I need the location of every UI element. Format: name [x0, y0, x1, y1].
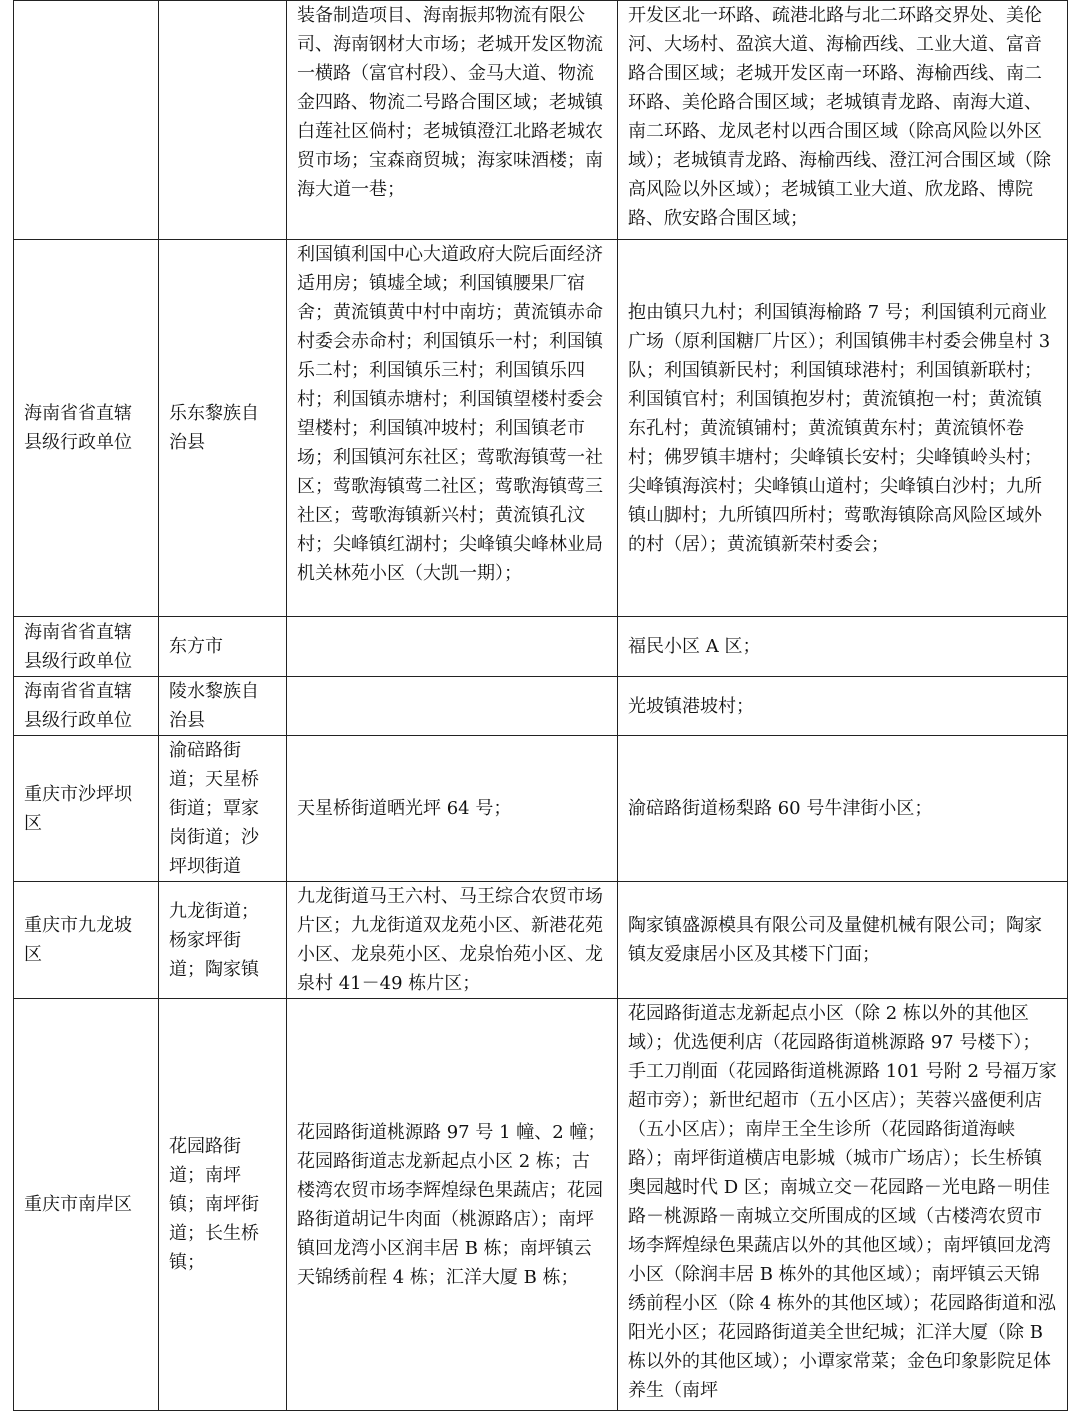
region-cell: 重庆市九龙坡区	[14, 882, 159, 999]
high-risk-cell: 花园路街道桃源路 97 号 1 幢、2 幢；花园路街道志龙新起点小区 2 栋；古楼湾农贸市场李辉煌绿色果蔬店；花园路街道胡记牛肉面（桃源路店）；南坪镇回龙湾小区润丰居 B 栋；南坪镇云天锦绣前程 4 栋；汇洋大厦 B 栋；	[287, 999, 618, 1411]
district-cell: 渝碚路街道；天星桥街道；覃家岗街道；沙坪坝街道	[159, 736, 287, 882]
high-risk-cell: 天星桥街道晒光坪 64 号；	[287, 736, 618, 882]
table-row	[14, 240, 1068, 617]
region-cell	[14, 1, 159, 240]
district-cell: 陵水黎族自治县	[159, 677, 287, 736]
table-row	[14, 882, 1068, 999]
medium-risk-cell: 陶家镇盛源模具有限公司及量健机械有限公司；陶家镇友爱康居小区及其楼下门面；	[618, 882, 1068, 999]
medium-risk-cell: 光坡镇港坡村；	[618, 677, 1068, 736]
district-cell: 乐东黎族自治县	[159, 240, 287, 617]
table-row	[14, 736, 1068, 882]
table-row	[14, 617, 1068, 677]
region-cell: 重庆市沙坪坝区	[14, 736, 159, 882]
district-cell: 九龙街道；杨家坪街道；陶家镇	[159, 882, 287, 999]
medium-risk-cell: 开发区北一环路、疏港北路与北二环路交界处、美伦河、大场村、盈滨大道、海榆西线、工业大道、富音路合围区域；老城开发区南一环路、海榆西线、南二环路、美伦路合围区域；老城镇青龙路、南海大道、南二环路、龙凤老村以西合围区域（除高风险以外区域）；老城镇青龙路、海榆西线、澄江河合围区域（除高风险以外区域）；老城镇工业大道、欣龙路、博院路、欣安路合围区域；	[618, 1, 1068, 240]
medium-risk-cell: 福民小区 A 区；	[618, 617, 1068, 677]
table-row	[14, 1, 1068, 240]
region-cell: 海南省省直辖县级行政单位	[14, 677, 159, 736]
district-cell: 东方市	[159, 617, 287, 677]
medium-risk-cell: 抱由镇只九村；利国镇海榆路 7 号；利国镇利元商业广场（原利国糖厂片区）；利国镇佛丰村委会佛皇村 3 队；利国镇新民村；利国镇球港村；利国镇新联村；利国镇官村；利国镇抱岁村；黄流镇抱一村；黄流镇东孔村；黄流镇铺村；黄流镇黄东村；黄流镇怀卷村；佛罗镇丰塘村；尖峰镇长安村；尖峰镇岭头村；尖峰镇海滨村；尖峰镇山道村；尖峰镇白沙村；九所镇山脚村；九所镇四所村；莺歌海镇除高风险区域外的村（居）；黄流镇新荣村委会；	[618, 240, 1068, 617]
high-risk-cell	[287, 617, 618, 677]
medium-risk-cell: 花园路街道志龙新起点小区（除 2 栋以外的其他区域）；优选便利店（花园路街道桃源路 97 号楼下）；手工刀削面（花园路街道桃源路 101 号附 2 号福万家超市旁）；新世纪超市（五小区店）；芙蓉兴盛便利店（五小区店）；南岸王全生诊所（花园路街道海峡路）；南坪街道横店电影城（城市广场店）；长生桥镇奥园越时代 D 区；南城立交－花园路－光电路－明佳路－桃源路－南城立交所围成的区域（古楼湾农贸市场李辉煌绿色果蔬店以外的其他区域）；南坪镇回龙湾小区（除润丰居 B 栋外的其他区域）；南坪镇云天锦绣前程小区（除 4 栋外的其他区域）；花园路街道和泓阳光小区；花园路街道美全世纪城；汇洋大厦（除 B 栋以外的其他区域）；小谭家常菜；金色印象影院足体养生（南坪	[618, 999, 1068, 1411]
region-cell: 海南省省直辖县级行政单位	[14, 240, 159, 617]
high-risk-cell	[287, 677, 618, 736]
table-row	[14, 999, 1068, 1411]
region-cell: 重庆市南岸区	[14, 999, 159, 1411]
risk-area-table	[13, 0, 1068, 1411]
high-risk-cell: 利国镇利国中心大道政府大院后面经济适用房；镇墟全域；利国镇腰果厂宿舍；黄流镇黄中村中南坊；黄流镇赤命村委会赤命村；利国镇乐一村；利国镇乐二村；利国镇乐三村；利国镇乐四村；利国镇赤塘村；利国镇望楼村委会望楼村；利国镇冲坡村；利国镇老市场；利国镇河东社区；莺歌海镇莺一社区；莺歌海镇莺二社区；莺歌海镇莺三社区；莺歌海镇新兴村；黄流镇孔汶村；尖峰镇红湖村；尖峰镇尖峰林业局机关林苑小区（大凯一期）；	[287, 240, 618, 617]
region-cell: 海南省省直辖县级行政单位	[14, 617, 159, 677]
medium-risk-cell: 渝碚路街道杨梨路 60 号牛津街小区；	[618, 736, 1068, 882]
table-row	[14, 677, 1068, 736]
high-risk-cell: 装备制造项目、海南振邦物流有限公司、海南钢材大市场；老城开发区物流一横路（富官村段）、金马大道、物流金四路、物流二号路合围区域；老城镇白莲社区倘村；老城镇澄江北路老城农贸市场；宝森商贸城；海家味酒楼；南海大道一巷；	[287, 1, 618, 240]
district-cell	[159, 1, 287, 240]
high-risk-cell: 九龙街道马王六村、马王综合农贸市场片区；九龙街道双龙苑小区、新港花苑小区、龙泉苑小区、龙泉怡苑小区、龙泉村 41－49 栋片区；	[287, 882, 618, 999]
district-cell: 花园路街道；南坪镇；南坪街道；长生桥镇；	[159, 999, 287, 1411]
